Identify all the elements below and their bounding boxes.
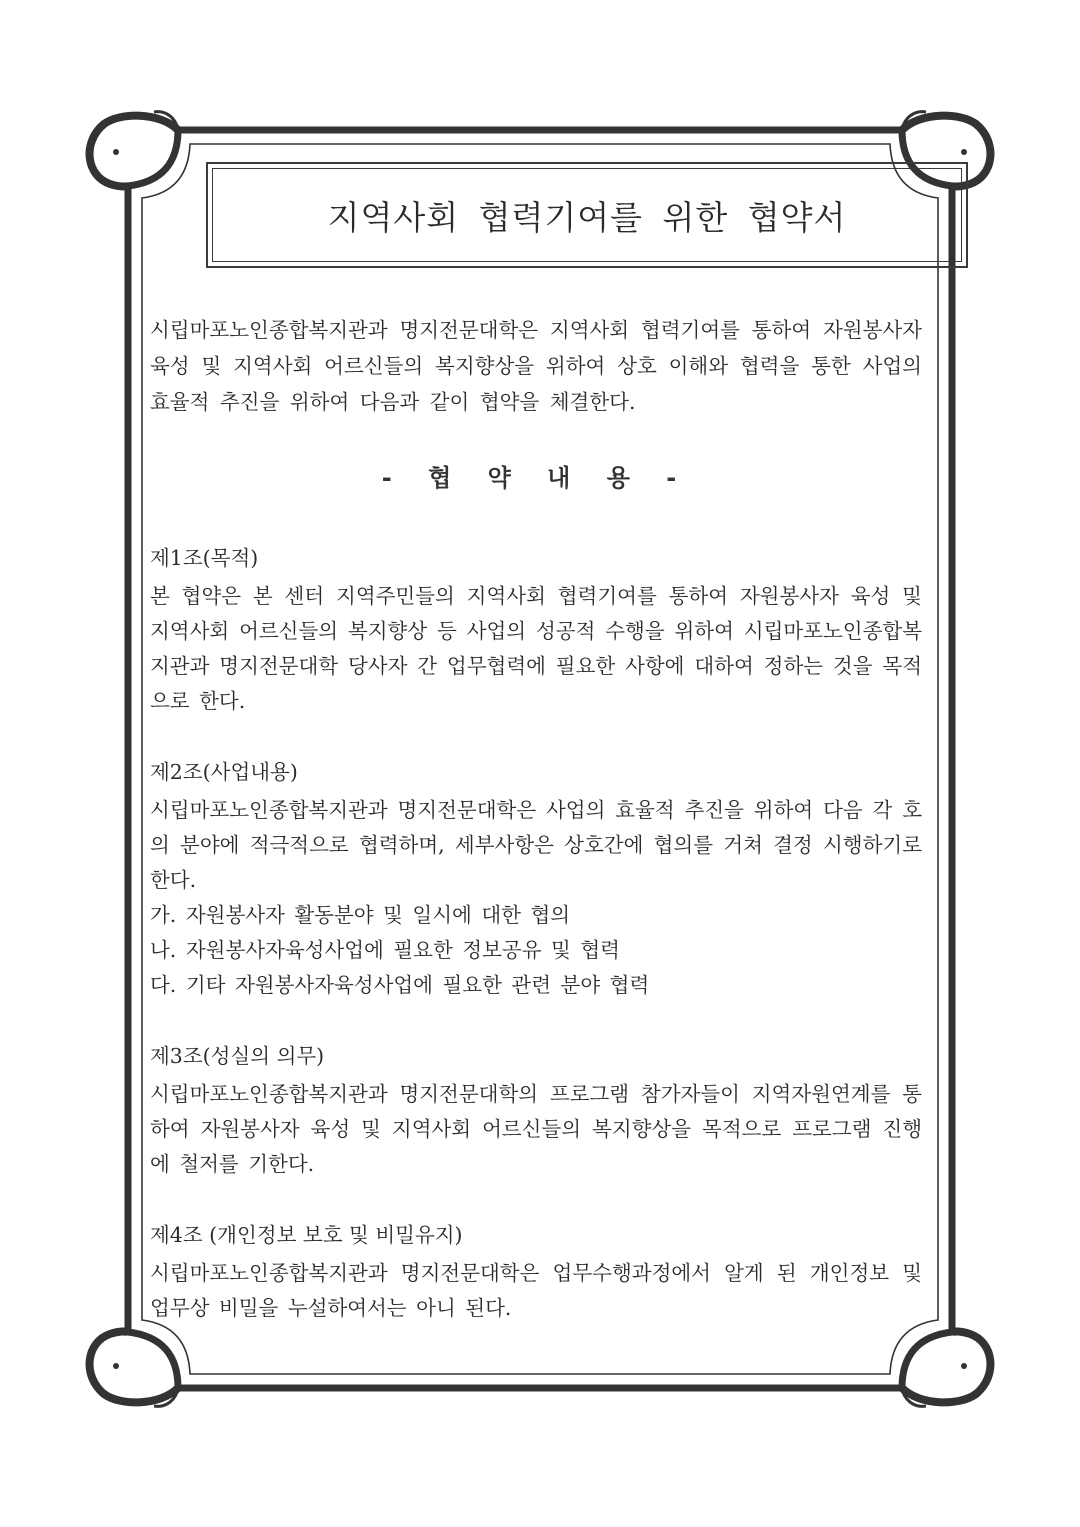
list-item: 나. 자원봉사자육성사업에 필요한 정보공유 및 협력	[150, 938, 620, 962]
article-3	[150, 1041, 922, 1182]
list-item: 가. 자원봉사자 활동분야 및 일시에 대한 협의	[150, 903, 571, 927]
article-2	[150, 757, 922, 1003]
article-heading: 제3조(성실의 의무)	[150, 1044, 325, 1068]
scroll-loop-icon	[90, 112, 178, 187]
article-heading: 제2조(사업내용)	[150, 760, 298, 784]
article-items	[150, 898, 922, 1003]
article-1	[150, 543, 922, 719]
article-body: 시립마포노인종합복지관과 명지전문대학의 프로그램 참가자들이 지역자원연계를 통하여 자원봉사자 육성 및 지역사회 어르신들의 복지향상을 목적으로 프로그램 진행에 철저를 기한다.	[150, 1082, 922, 1176]
document-title: 지역사회 협력기여를 위한 협약서	[327, 197, 847, 237]
title-box	[206, 162, 968, 268]
article-heading: 제4조 (개인정보 보호 및 비밀유지)	[150, 1223, 463, 1247]
article-body: 본 협약은 본 센터 지역주민들의 지역사회 협력기여를 통하여 자원봉사자 육성 및 지역사회 어르신들의 복지향상 등 사업의 성공적 수행을 위하여 시립마포노인종합복지관과 명지전문대학 당사자 간 업무협력에 필요한 사항에 대하여 정하는 것을 목적으로 한다.	[150, 584, 922, 713]
article-body: 시립마포노인종합복지관과 명지전문대학은 사업의 효율적 추진을 위하여 다음 각 호의 분야에 적극적으로 협력하며, 세부사항은 상호간에 협의를 거쳐 결정 시행하기로 한다.	[150, 798, 922, 892]
article-body: 시립마포노인종합복지관과 명지전문대학은 업무수행과정에서 알게 된 개인정보 및 업무상 비밀을 누설하여서는 아니 된다.	[150, 1261, 922, 1320]
document-body	[150, 312, 922, 1364]
section-heading: - 협 약 내 용 -	[381, 464, 691, 492]
intro-paragraph: 시립마포노인종합복지관과 명지전문대학은 지역사회 협력기여를 통하여 자원봉사자 육성 및 지역사회 어르신들의 복지향상을 위하여 상호 이해와 협력을 통한 사업의 효율적 추진을 위하여 다음과 같이 협약을 체결한다.	[150, 318, 922, 414]
article-4	[150, 1220, 922, 1326]
article-heading: 제1조(목적)	[150, 546, 259, 570]
list-item: 다. 기타 자원봉사자육성사업에 필요한 관련 분야 협력	[150, 973, 650, 997]
